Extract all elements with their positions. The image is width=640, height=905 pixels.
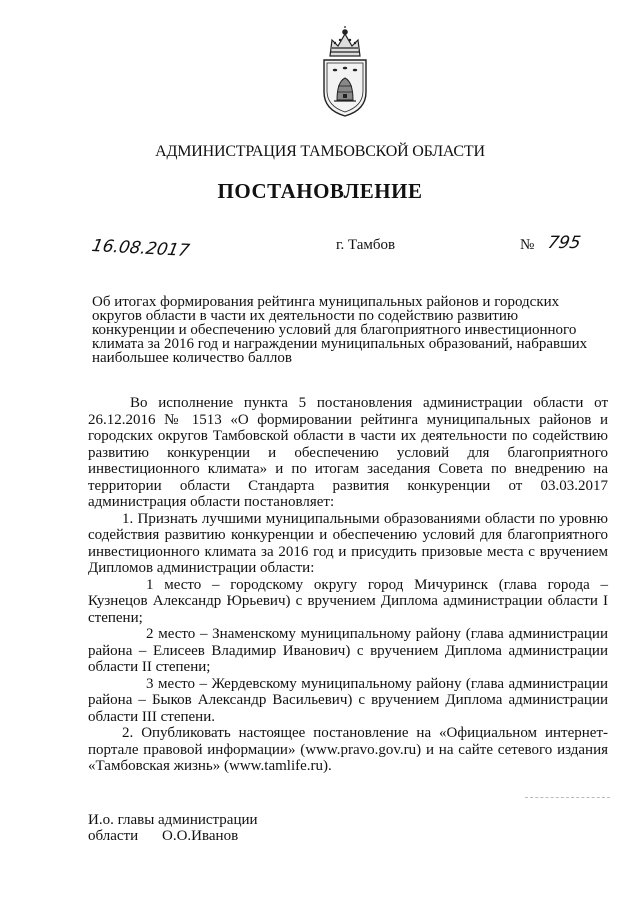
- place-3-paragraph: 3 место – Жердевскому муниципальному району (глава администрации района – Быков Александр Васильевич) с вручением Диплома администрации области III степени.: [88, 675, 608, 725]
- subject-line: климата за 2016 год и награждении муниципальных образований, набравших: [92, 336, 588, 352]
- document-body: [88, 395, 608, 775]
- subject-line: округов области в части их деятельности по содействию развитию: [92, 308, 519, 324]
- tambov-coat-of-arms-icon: [318, 26, 372, 118]
- divider: [525, 797, 610, 798]
- item-1-paragraph: 1. Признать лучшими муниципальными образованиями области по уровню содействия развитию конкуренции и обеспечению условий для благоприятного инвестиционного климата за 2016 год и присудить призовые места с вручением Дипломов администрации области:: [88, 510, 608, 576]
- subject-line: Об итогах формирования рейтинга муниципальных районов и городских: [92, 294, 560, 310]
- document-date: 16.08.2017: [90, 236, 192, 262]
- document-subject: [92, 295, 600, 365]
- document-type: ПОСТАНОВЛЕНИЕ: [217, 179, 423, 203]
- item-2-paragraph: 2. Опубликовать настоящее постановление на «Официальном интернет-портале правовой информации» (www.pravo.gov.ru) и на сайте сетевого издания «Тамбовская жизнь» (www.tamlife.ru).: [88, 725, 608, 774]
- place-1-paragraph: 1 место – городскому округу город Мичуринск (глава города – Кузнецов Александр Юрьевич) с вручением Диплома администрации области I степени;: [88, 576, 608, 626]
- subject-line: наибольшее количество баллов: [92, 350, 292, 366]
- subject-line: конкуренции и обеспечению условий для благоприятного инвестиционного: [92, 322, 577, 338]
- document-city: г. Тамбов: [336, 237, 396, 253]
- place-2-paragraph: 2 место – Знаменскому муниципальному району (глава администрации района – Елисеев Владимир Иванович) с вручением Диплома администрации области II степени;: [88, 626, 608, 675]
- document-number-label: №: [520, 237, 535, 253]
- preamble-paragraph: Во исполнение пункта 5 постановления администрации области от 26.12.2016 № 1513 «О формировании рейтинга муниципальных районов и городских округов Тамбовской области в части их деятельности по содействию развитию конкуренции и обеспечению условий для благоприятного инвестиционного климата» и по итогам заседания Совета по внедрению на территории области Стандарта развития конкуренции от 03.03.2017 администрация области постановляет:: [88, 395, 608, 510]
- signatory-org: области: [88, 828, 139, 844]
- signatory-name: О.О.Иванов: [162, 828, 239, 844]
- document-number: 795: [546, 233, 583, 253]
- signatory-title: И.о. главы администрации: [88, 812, 258, 828]
- organization-name: АДМИНИСТРАЦИЯ ТАМБОВСКОЙ ОБЛАСТИ: [155, 143, 485, 160]
